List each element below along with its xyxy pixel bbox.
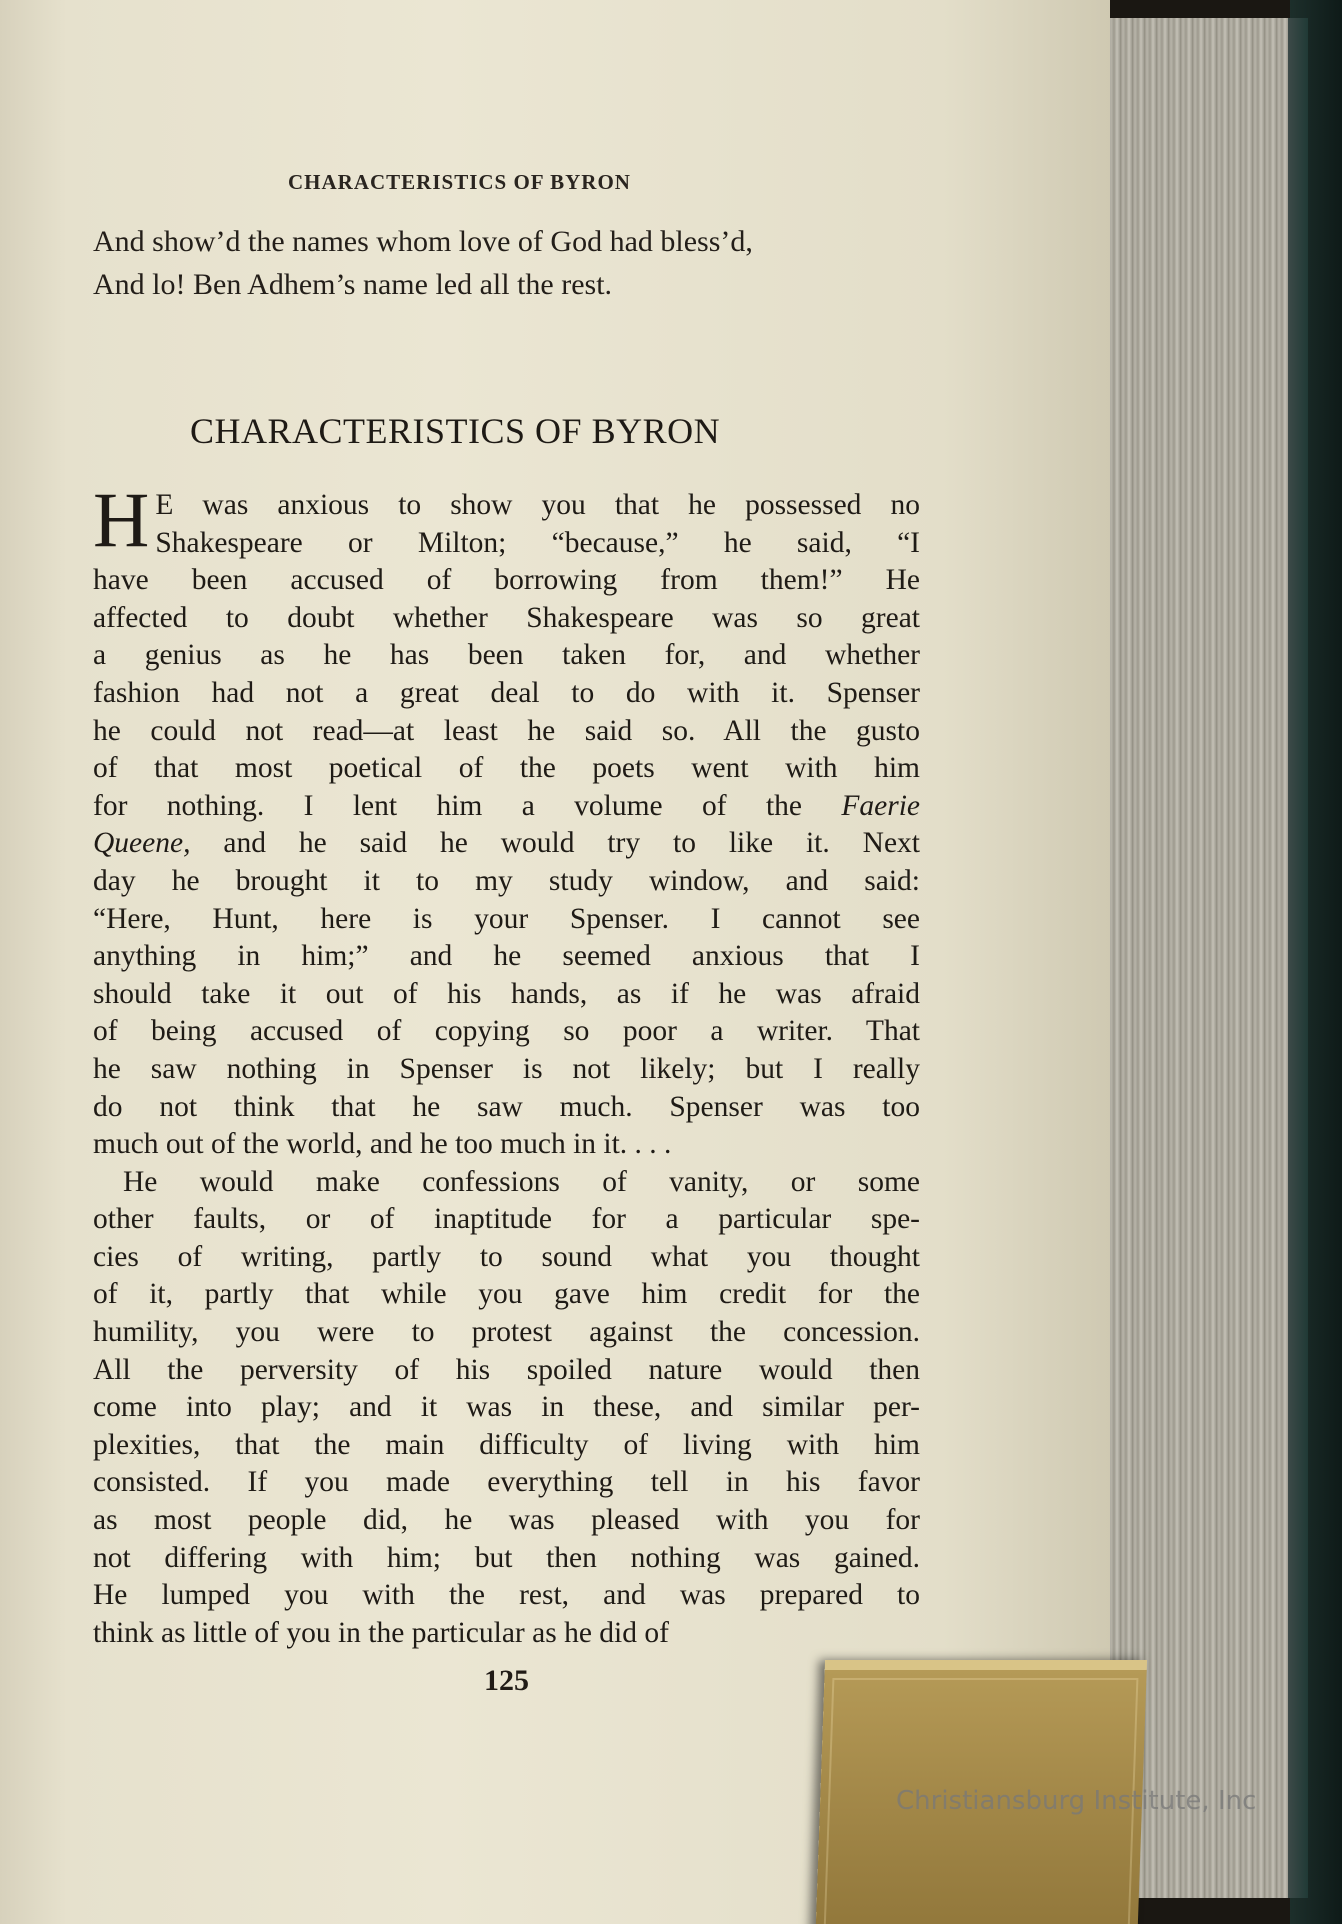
verse-line: And lo! Ben Adhem’s name led all the rest. <box>93 268 613 301</box>
text-line: Shakespeare or Milton; “because,” he said, “I <box>155 526 920 559</box>
text-line: a genius as he has been taken for, and whether <box>93 639 920 672</box>
text-line: much out of the world, and he too much in it. . . . <box>93 1128 672 1161</box>
text-line: other faults, or of inaptitude for a particular spe- <box>93 1203 920 1236</box>
text-line: day he brought it to my study window, and said: <box>93 864 920 897</box>
text-line: cies of writing, partly to sound what you thought <box>93 1240 920 1273</box>
verse-block <box>93 220 923 306</box>
text-line: come into play; and it was in these, and similar per- <box>93 1391 920 1424</box>
text-line: fashion had not a great deal to do with it. Spenser <box>93 676 920 709</box>
text-line: as most people did, he was pleased with you for <box>93 1504 920 1537</box>
text-line: not differing with him; but then nothing was gained. <box>93 1541 920 1574</box>
text-line: of being accused of copying so poor a writer. That <box>93 1015 920 1048</box>
paragraph-1 <box>93 476 920 1164</box>
text-line: He would make confessions of vanity, or some <box>123 1165 920 1198</box>
text-line: consisted. If you made everything tell in his favor <box>93 1466 920 1499</box>
verse-line: And show’d the names whom love of God had bless’d, <box>93 225 753 258</box>
watermark: Christiansburg Institute, Inc <box>896 1786 1257 1816</box>
running-header: CHARACTERISTICS OF BYRON <box>288 170 631 194</box>
text-line: think as little of you in the particular as he did of <box>93 1616 669 1649</box>
text-line: anything in him;” and he seemed anxious that I <box>93 940 920 973</box>
text-line: of that most poetical of the poets went with him <box>93 752 920 785</box>
text-line: affected to doubt whether Shakespeare was so great <box>93 601 920 634</box>
page-number: 125 <box>484 1664 529 1697</box>
drop-cap: H <box>93 476 150 563</box>
text-line: he could not read—at least he said so. All the gusto <box>93 714 920 747</box>
text-line: of it, partly that while you gave him credit for the <box>93 1278 920 1311</box>
page-edges <box>1105 18 1308 1898</box>
text-line: Queene, and he said he would try to like it. Next <box>93 827 920 860</box>
text-line: have been accused of borrowing from them!” He <box>93 564 920 597</box>
text-line: plexities, that the main difficulty of living with him <box>93 1428 920 1461</box>
essay-body <box>93 476 920 1652</box>
text-line: E was anxious to show you that he possessed no <box>155 489 920 521</box>
text-line: He lumped you with the rest, and was prepared to <box>93 1579 920 1612</box>
paragraph-2 <box>93 1164 920 1653</box>
text-line: do not think that he saw much. Spenser was too <box>93 1090 920 1123</box>
text-line: “Here, Hunt, here is your Spenser. I cannot see <box>93 902 920 935</box>
text-line: All the perversity of his spoiled nature would then <box>93 1353 920 1386</box>
text-line: he saw nothing in Spenser is not likely; but I really <box>93 1052 920 1085</box>
text-line: for nothing. I lent him a volume of the Faerie <box>93 789 920 822</box>
essay-title: CHARACTERISTICS OF BYRON <box>190 411 721 451</box>
text-line: should take it out of his hands, as if he was afraid <box>93 977 920 1010</box>
text-line: humility, you were to protest against the concession. <box>93 1316 920 1349</box>
